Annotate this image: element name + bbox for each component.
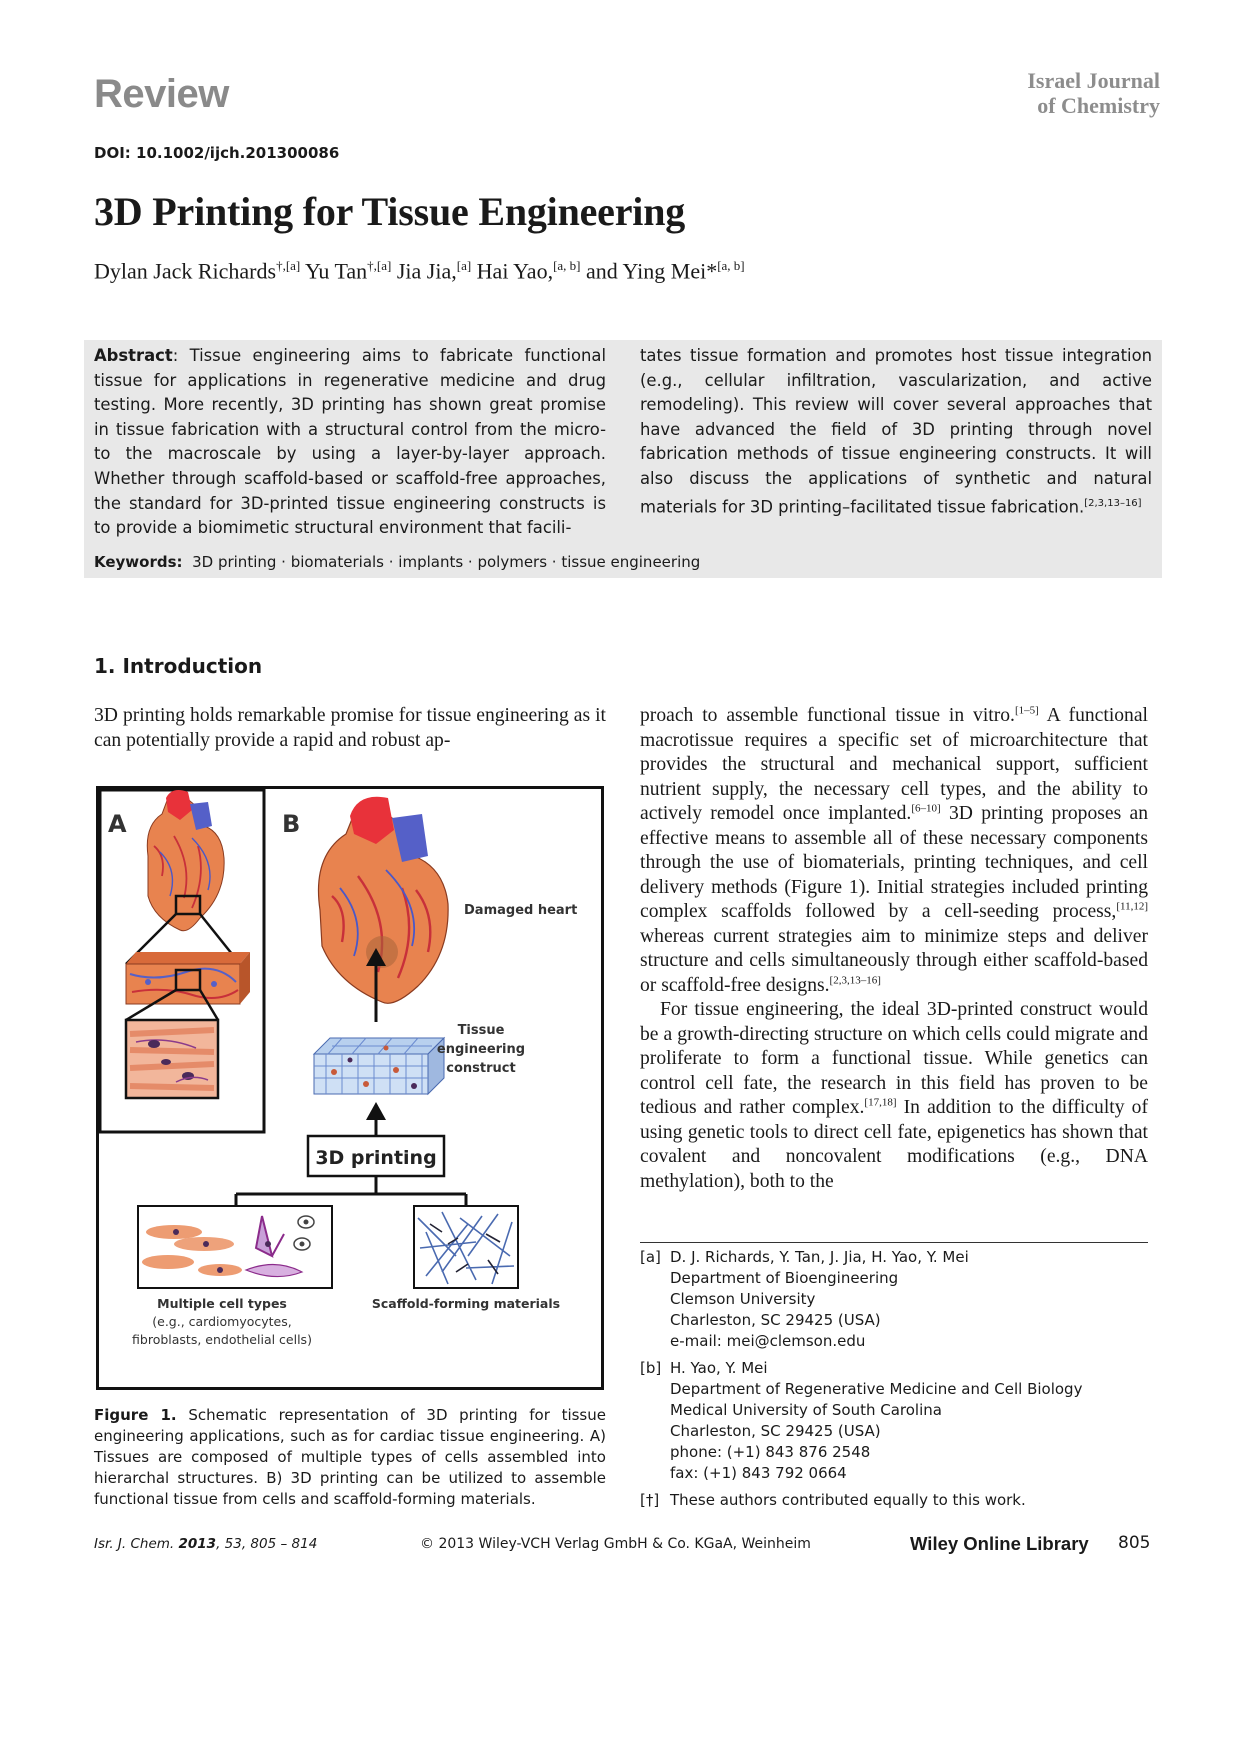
keywords-list: 3D printing · biomaterials · implants · polymers · tissue engineering [192, 553, 701, 571]
cells-label-line3: fibroblasts, endothelial cells) [132, 1332, 312, 1347]
page-number: 805 [1118, 1533, 1151, 1553]
affiliation-line: fax: (+1) 843 792 0664 [670, 1464, 847, 1482]
footer-volume: , 53, 805 – 814 [216, 1536, 318, 1552]
panel-b-label: B [282, 810, 301, 838]
damaged-heart-label: Damaged heart [464, 903, 578, 918]
author-name: Jia Jia, [396, 258, 457, 284]
footer-journal: Isr. J. Chem. [94, 1536, 175, 1552]
intro-text: For tissue engineering, the ideal 3D-printed construct would be a growth-directing structure on which cells could migrate and proliferate to form a functional tissue. While genetics can control cell fate, the research in this field has proven to be tedious and rather complex. [640, 999, 1148, 1118]
journal-name-line2: of Chemistry [1037, 93, 1160, 118]
intro-text: proach to assemble functional tissue in vitro. [640, 705, 1015, 726]
tissue-block-icon [126, 952, 250, 1004]
citation[interactable]: [6–10] [911, 802, 941, 815]
scaffold-label: Scaffold-forming materials [371, 1296, 561, 1311]
affiliation-entry [640, 1247, 1150, 1352]
affiliation-entry [640, 1358, 1150, 1484]
affiliation-line: These authors contributed equally to this work. [670, 1491, 1026, 1509]
affiliation-tag: [a] [640, 1248, 661, 1266]
article-title: 3D Printing for Tissue Engineering [94, 189, 686, 234]
footnote-rule [640, 1242, 1148, 1243]
citation[interactable]: [17,18] [864, 1096, 897, 1109]
author-affiliation-marker: [a, b] [717, 258, 745, 273]
intro-text: A functional macrotissue requires a specific set of microarchitecture that provides the structural and mechanical support, sufficient nutrient supply, the necessary cell types, and the ability to actively remodel once implanted. [640, 705, 1148, 824]
construct-label-line2: engineering [436, 1042, 526, 1057]
journal-name-line1: Israel Journal [1027, 68, 1160, 93]
affiliation-tag: [†] [640, 1491, 660, 1509]
affiliation-line: Charleston, SC 29425 (USA) [670, 1422, 881, 1440]
author-name: Yu Tan [304, 258, 368, 284]
wiley-online-library-link[interactable]: Wiley Online Library [910, 1533, 1089, 1554]
intro-left-text: 3D printing holds remarkable promise for tissue engineering as it can potentially provide a rapid and robust ap- [94, 705, 606, 751]
author-name: Ying Mei* [622, 258, 718, 284]
author-name: Hai Yao, [476, 258, 554, 284]
figure-caption-text: Schematic representation of 3D printing for tissue engineering applications, such as for cardiac tissue engineering. A) Tissues are composed of multiple types of cells assembled into hierarchal structures. B) 3D printing can be utilized to assemble functional tissue from cells and scaffold-forming materials. [94, 1406, 606, 1508]
keywords-label: Keywords: [94, 553, 183, 571]
abstract-text-right: tates tissue formation and promotes host tissue integration (e.g., cellular infiltration, vascularization, and active remodeling). This review will cover several approaches that have advanced the field of 3D printing through novel fabrication methods of tissue engineering constructs. It will also discuss the applications of synthetic and natural materials for 3D printing–facilitated tissue fabrication. [640, 346, 1152, 517]
cells-label-line2: (e.g., cardiomyocytes, [152, 1314, 292, 1329]
affiliation-line: Clemson University [670, 1290, 816, 1308]
citation[interactable]: [11,12] [1116, 900, 1148, 913]
citation[interactable]: [1–5] [1014, 704, 1039, 717]
affiliation-line: Department of Regenerative Medicine and Cell Biology [670, 1380, 1083, 1398]
affiliation-line[interactable]: e-mail: mei@clemson.edu [670, 1332, 866, 1350]
intro-text: whereas current strategies aim to minimize steps and deliver structure and cells simultaneously through either scaffold-based or scaffold-free designs. [640, 925, 1148, 996]
author-affiliation-marker: †,[a] [367, 258, 392, 273]
abstract-text-left: Tissue engineering aims to fabricate functional tissue for applications in regenerative medicine and drug testing. More recently, 3D printing has shown great promise in tissue fabrication with a structural control from the micro- to the macroscale by using a layer-by-layer approach. Whether through scaffold-based or scaffold-free approaches, the standard for 3D-printed tissue engineering constructs is to provide a biomimetic structural environment that facili- [94, 346, 606, 538]
section-heading-introduction: 1. Introduction [94, 654, 263, 678]
affiliation-entry [640, 1490, 1150, 1511]
affiliation-line: Department of Bioengineering [670, 1269, 899, 1287]
section-label: Review [94, 72, 229, 116]
printing-label: 3D printing [315, 1147, 437, 1169]
intro-right-column [640, 704, 1148, 1194]
intro-text: 3D printing proposes an effective means to assemble all of these necessary components through the use of biomaterials, printing techniques, and cell delivery methods (Figure 1). Initial strategies included printing complex scaffolds followed by a cell-seeding process, [640, 803, 1148, 922]
construct-label-line1: Tissue [457, 1023, 505, 1038]
figure-1 [96, 786, 604, 1390]
author-list: Dylan Jack Richards$^{\dagger,[a]}$ Yu Tan$^{\dagger,[a]}$ Jia Jia,[a] Hai Yao,[a, b] and Ying Mei*[a, b] [94, 258, 745, 284]
doi[interactable]: DOI: 10.1002/ijch.201300086 [94, 144, 340, 162]
footer-citation [94, 1536, 317, 1552]
panel-a-label: A [108, 810, 127, 838]
footer-year: 2013 [178, 1536, 217, 1552]
figure-caption [94, 1405, 606, 1510]
cells-closeup-image [126, 1020, 218, 1098]
citation[interactable]: [2,3,13–16] [1084, 497, 1142, 509]
cells-label-title: Multiple cell types [157, 1296, 287, 1311]
intro-text: In addition to the difficulty of using genetic tools to direct cell fate, epigenetics has shown that covalent and noncovalent modifications (e.g., DNA methylation), both to the [640, 1097, 1148, 1192]
figure-caption-label: Figure 1. [94, 1406, 177, 1424]
author-affiliation-marker: †,[a] [276, 258, 301, 273]
scaffold-materials-image [414, 1206, 518, 1288]
abstract-left-column: Abstract: Tissue engineering aims to fabricate functional tissue for applications in regenerative medicine and drug testing. More recently, 3D printing has shown great promise in tissue fabrication with a structural control from the micro- to the macroscale by using a layer-by-layer approach. Whether through scaffold-based or scaffold-free approaches, the standard for 3D-printed tissue engineering constructs is to provide a biomimetic structural environment that facili- [94, 346, 606, 538]
affiliation-line: Charleston, SC 29425 (USA) [670, 1311, 881, 1329]
abstract-label: Abstract [94, 346, 173, 365]
affiliation-line: H. Yao, Y. Mei [670, 1359, 768, 1377]
citation[interactable]: [2,3,13–16] [829, 973, 881, 986]
keywords [94, 553, 700, 571]
author-name: Dylan Jack Richards [94, 258, 277, 284]
affiliation-tag: [b] [640, 1359, 662, 1377]
journal-name [960, 68, 1160, 118]
construct-label-line3: construct [446, 1061, 516, 1076]
intro-paragraph-1 [640, 704, 1148, 998]
affiliation-line: Medical University of South Carolina [670, 1401, 942, 1419]
affiliation-line: D. J. Richards, Y. Tan, J. Jia, H. Yao, Y. Mei [670, 1248, 969, 1266]
affiliations [640, 1247, 1150, 1517]
abstract-right-column [640, 344, 1152, 520]
cell-types-image [138, 1206, 332, 1288]
author-affiliation-marker: [a] [456, 258, 472, 273]
intro-paragraph-2 [640, 998, 1148, 1194]
footer-copyright: © 2013 Wiley-VCH Verlag GmbH & Co. KGaA, Weinheim [420, 1536, 811, 1552]
affiliation-line: phone: (+1) 843 876 2548 [670, 1443, 871, 1461]
author-affiliation-marker: [a, b] [553, 258, 581, 273]
tissue-construct-icon [314, 1038, 444, 1094]
